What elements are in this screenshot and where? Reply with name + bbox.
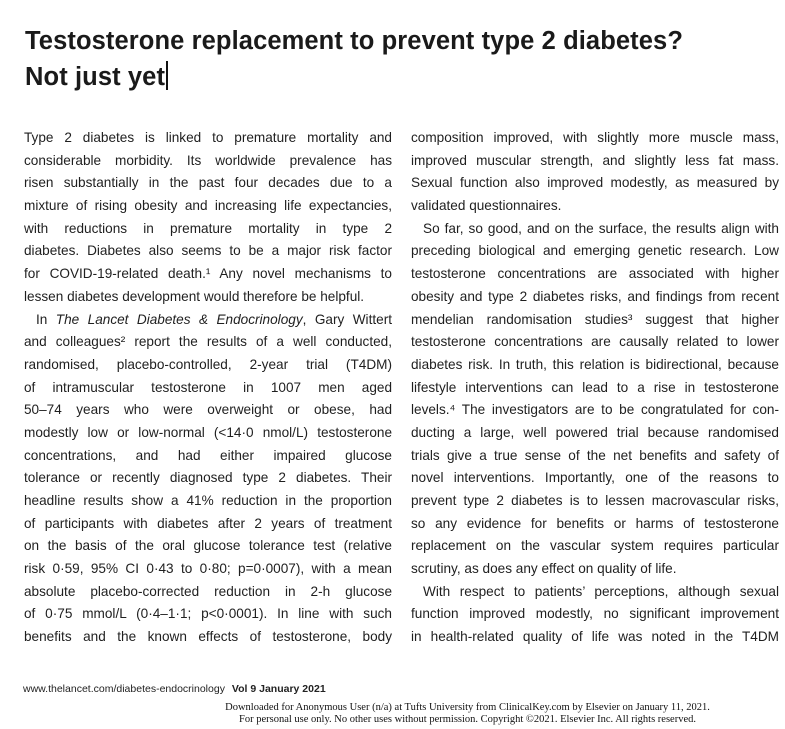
text-line: 50–74 years who were overweight or obese, had	[24, 402, 392, 418]
text-line: testosterone concentrations are causally related to lower	[411, 334, 779, 350]
text-line: composition improved, with slightly more muscle mass,	[411, 130, 779, 145]
text-line: on the basis of the oral glucose tolerance test (relative	[24, 538, 392, 554]
download-notice-line-2: For personal use only. No other uses without permission. Copyright ©2021. Elsevier Inc. All rights reserved.	[239, 714, 696, 725]
text-line: validated questionnaires.	[411, 198, 562, 214]
text-line: diabetes risk. In truth, this relation is bidirectional, because	[411, 356, 779, 372]
text-line: ducting a large, well powered trial because randomised	[411, 424, 779, 440]
text-line: In The Lancet Diabetes & Endocrinology, Gary Wittert	[36, 311, 392, 327]
text-line: and colleagues² report the results of a well conducted,	[24, 334, 392, 350]
text-line: So far, so good, and on the surface, the results align with	[423, 220, 779, 236]
text-line: tolerance or recently diagnosed type 2 diabetes. Their	[24, 470, 392, 486]
text-line: obesity and type 2 diabetes risks, and findings from recent	[411, 288, 779, 304]
article-title	[25, 23, 765, 95]
text-line: preceding biological and emerging genetic research. Low	[411, 243, 779, 259]
text-line: diabetes. Diabetes also seems to be a major risk factor	[24, 243, 392, 259]
article-title-line-1: Testosterone replacement to prevent type 2 diabetes?	[25, 27, 684, 55]
text-line: testosterone concentrations are associated with higher	[411, 266, 779, 282]
text-line: concentrations, and had either impaired glucose	[24, 447, 392, 463]
text-line: risen substantially in the past four decades due to a	[24, 175, 392, 191]
text-line: absolute placebo-corrected reduction in 2-h glucose	[24, 583, 392, 599]
text-line: scrutiny, as does any effect on quality of life.	[411, 561, 677, 577]
text-line: in health-related quality of life was noted in the T4DM	[411, 629, 779, 645]
text-line: With respect to patients’ perceptions, although sexual	[423, 583, 779, 599]
text-line: mixture of rising obesity and increasing life expectancies,	[24, 198, 392, 214]
text-line: prevent type 2 diabetes is to lessen macrovascular risks,	[411, 493, 779, 508]
article-title-line-2: Not just yet	[25, 63, 166, 91]
text-line: levels.⁴ The investigators are to be congratulated for con-	[411, 402, 779, 418]
text-line: novel interventions. Importantly, one of the reasons to	[411, 470, 779, 486]
text-line: function improved modestly, no significant improvement	[411, 606, 779, 622]
text-line: considerable morbidity. Its worldwide prevalence has	[24, 152, 392, 168]
journal-footer	[23, 683, 326, 695]
text-line: replacement on the vascular system requires particular	[411, 538, 779, 554]
text-line: randomised, placebo-controlled, 2-year trial (T4DM)	[24, 356, 392, 372]
journal-name: The Lancet Diabetes & Endocrinology	[55, 311, 303, 327]
text-line: modestly low or low-normal (<14·0 nmol/L) testosterone	[24, 424, 392, 440]
text-line: trials give a true sense of the net benefits and safety of	[411, 447, 779, 463]
text-line: Sexual function also improved modestly, as measured by	[411, 175, 779, 191]
text-line: of participants with diabetes after 2 years of treatment	[24, 515, 392, 531]
text-line: Type 2 diabetes is linked to premature mortality and	[24, 130, 392, 145]
text-line: of 0·75 mmol/L (0·4–1·1; p<0·0001). In line with such	[24, 606, 392, 622]
text-line: lifestyle interventions can lead to a rise in testosterone	[411, 379, 779, 395]
download-notice	[0, 702, 785, 726]
download-notice-line-1: Downloaded for Anonymous User (n/a) at Tufts University from ClinicalKey.com by Elsevier on January 11, 2021.	[225, 702, 710, 713]
left-column	[24, 127, 392, 649]
journal-volume: Vol 9 January 2021	[231, 683, 326, 695]
text-line: lessen diabetes development would therefore be helpful.	[24, 288, 365, 304]
text-line: for COVID-19-related death.¹ Any novel mechanisms to	[24, 266, 392, 282]
journal-url[interactable]: www.thelancet.com/diabetes-endocrinology	[23, 683, 225, 695]
text-line: so any evidence for benefits or harms of testosterone	[411, 515, 779, 531]
text-line: improved muscular strength, and slightly less fat mass.	[411, 152, 779, 168]
text-line: risk 0·59, 95% CI 0·43 to 0·80; p=0·0007), with a mean	[24, 561, 392, 577]
text-line: headline results show a 41% reduction in the proportion	[24, 493, 392, 508]
text-cursor	[166, 61, 168, 90]
text-line: of intramuscular testosterone in 1007 men aged	[24, 379, 392, 395]
text-line: mendelian randomisation studies³ suggest that higher	[411, 311, 779, 327]
text-line: benefits and the known effects of testosterone, body	[24, 629, 392, 645]
text-line: with reductions in premature mortality in type 2	[24, 220, 392, 236]
right-column	[411, 127, 779, 649]
